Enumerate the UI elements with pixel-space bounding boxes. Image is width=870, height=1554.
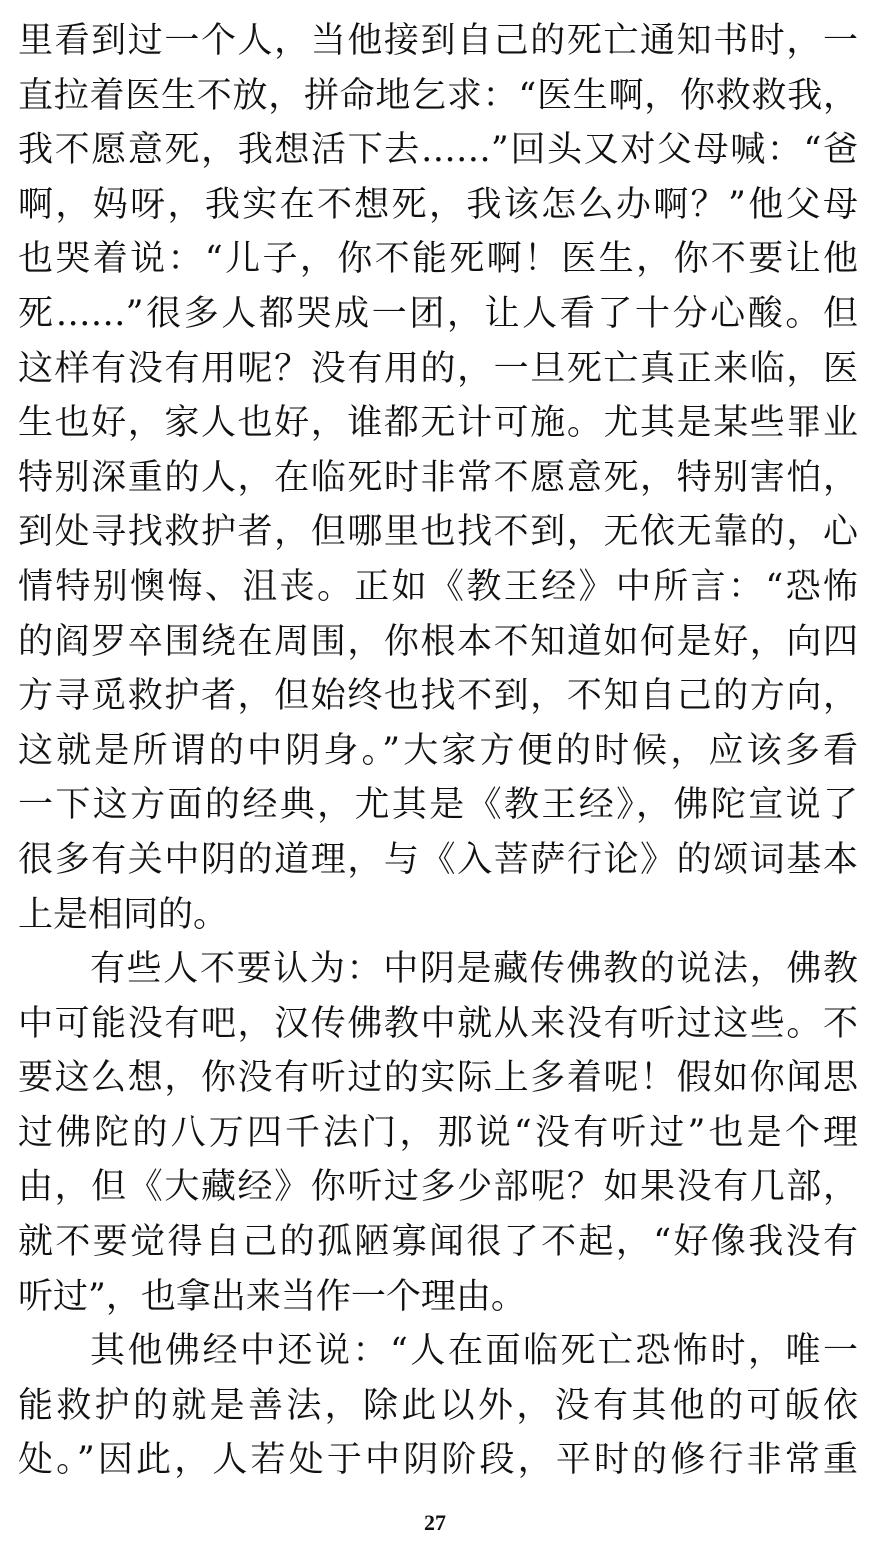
text-line: 这就是所谓的中阴身。”大家方便的时候，应该多看 <box>18 730 858 771</box>
text-line: 死……”很多人都哭成一团，让人看了十分心酸。但 <box>18 293 858 334</box>
text-line: 这样有没有用呢？没有用的，一旦死亡真正来临，医 <box>18 348 858 389</box>
text-line: 过佛陀的八万四千法门，那说“没有听过”也是个理 <box>18 1112 858 1153</box>
text-line: 啊，妈呀，我实在不想死，我该怎么办啊？”他父母 <box>18 184 858 225</box>
page-number: 27 <box>424 1510 446 1535</box>
text-line: 其他佛经中还说：“人在面临死亡恐怖时，唯一 <box>90 1331 858 1372</box>
paragraph <box>18 1324 858 1488</box>
text-line: 处。”因此，人若处于中阴阶段，平时的修行非常重 <box>18 1440 858 1481</box>
text-line: 一下这方面的经典，尤其是《教王经》，佛陀宣说了 <box>18 785 858 826</box>
text-line: 就不要觉得自己的孤陋寡闻很了不起，“好像我没有 <box>18 1222 858 1263</box>
text-line: 方寻觅救护者，但始终也找不到，不知自己的方向， <box>18 676 858 717</box>
text-line: 我不愿意死，我想活下去……”回头又对父母喊：“爸 <box>18 130 858 171</box>
document-body <box>18 14 858 1488</box>
text-line: 上是相同的。 <box>18 894 229 935</box>
text-line: 能救护的就是善法，除此以外，没有其他的可皈依 <box>18 1385 858 1426</box>
text-line: 也哭着说：“儿子，你不能死啊！医生，你不要让他 <box>18 239 858 280</box>
text-line: 里看到过一个人，当他接到自己的死亡通知书时，一 <box>18 21 858 61</box>
text-line: 要这么想，你没有听过的实际上多着呢！假如你闻思 <box>18 1058 858 1099</box>
text-line: 很多有关中阴的道理，与《入菩萨行论》的颂词基本 <box>18 839 858 880</box>
paragraph <box>18 14 858 942</box>
text-line: 生也好，家人也好，谁都无计可施。尤其是某些罪业 <box>18 403 858 444</box>
text-line: 有些人不要认为：中阴是藏传佛教的说法，佛教 <box>90 949 858 990</box>
text-line: 情特别懊悔、沮丧。正如《教王经》中所言：“恐怖 <box>18 566 858 607</box>
text-line: 听过”，也拿出来当作一个理由。 <box>18 1276 526 1317</box>
paragraph <box>18 942 858 1324</box>
text-line: 的阎罗卒围绕在周围，你根本不知道如何是好，向四 <box>18 621 858 662</box>
text-line: 特别深重的人，在临死时非常不愿意死，特别害怕， <box>18 457 858 498</box>
text-line: 到处寻找救护者，但哪里也找不到，无依无靠的，心 <box>18 512 858 553</box>
text-line: 中可能没有吧，汉传佛教中就从来没有听过这些。不 <box>18 1003 858 1044</box>
text-line: 由，但《大藏经》你听过多少部呢？如果没有几部， <box>18 1167 858 1208</box>
text-line: 直拉着医生不放，拼命地乞求：“医生啊，你救救我， <box>18 75 858 116</box>
